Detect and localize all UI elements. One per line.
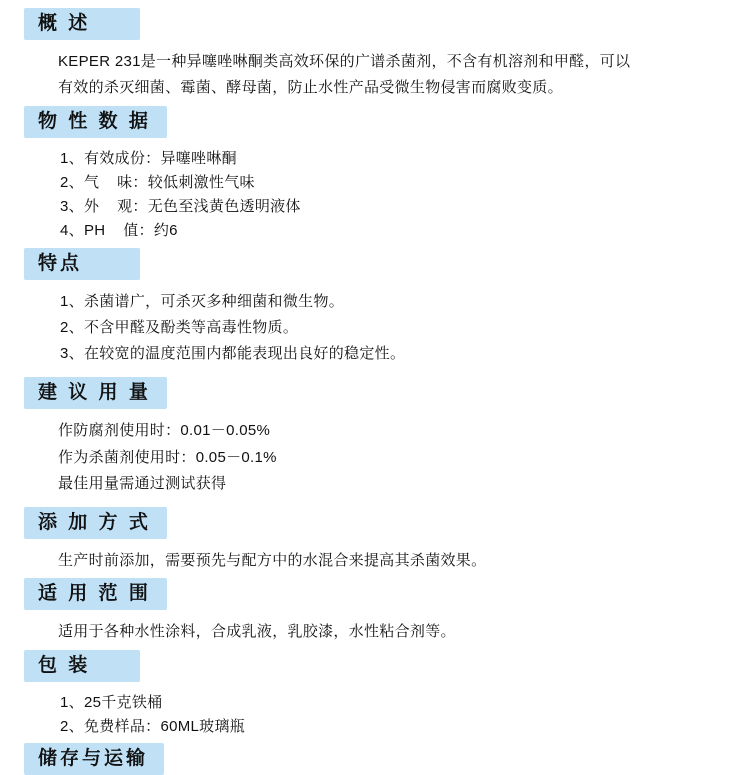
physical-properties-list [46,147,714,244]
section-header-recommended-dosage: 建 议 用 量 [24,377,167,409]
section-physical-properties [0,106,744,244]
application-scope-line-1: 适用于各种水性涂料，合成乳液，乳胶漆，水性粘合剂等。 [58,623,456,641]
list-item: 3、外 观：无色至浅黄色透明液体 [60,198,301,216]
section-header-features: 特点 [24,248,140,280]
list-item: 1、有效成份：异噻唑啉酮 [60,149,237,167]
section-recommended-dosage [0,377,744,497]
list-item: 2、不含甲醛及酚类等高毒性物质。 [60,318,299,336]
dosage-line-2: 作为杀菌剂使用时：0.05－0.1% [58,448,277,466]
section-header-partial-next: 储存与运输 [24,743,164,775]
section-body-application-scope [0,619,744,645]
section-features [0,248,744,368]
list-item: 3、在较宽的温度范围内都能表现出良好的稳定性。 [60,345,406,363]
section-packaging [0,650,744,740]
section-header-physical-properties: 物 性 数 据 [24,106,167,138]
list-item: 2、免费样品：60ML玻璃瓶 [60,717,246,735]
section-body-overview [0,49,744,102]
list-item: 4、PH 值：约6 [60,222,178,240]
overview-line-2: 有效的杀灭细菌、霉菌、酵母菌，防止水性产品受微生物侵害而腐败变质。 [58,79,563,97]
section-header-application-scope: 适 用 范 围 [24,578,167,610]
section-partial-next [0,743,744,770]
list-item: 1、杀菌谱广，可杀灭多种细菌和微生物。 [60,292,345,310]
section-body-addition-method [0,548,744,574]
dosage-line-1: 作防腐剂使用时：0.01－0.05% [58,422,271,440]
section-body-recommended-dosage [0,418,744,497]
packaging-list [46,691,714,740]
list-item: 2、气 味：较低刺激性气味 [60,173,255,191]
section-application-scope [0,578,744,645]
section-header-overview: 概 述 [24,8,140,40]
overview-line-1: KEPER 231是一种异噻唑啉酮类高效环保的广谱杀菌剂，不含有机溶剂和甲醛，可以 [58,53,631,70]
section-overview [0,8,744,102]
section-header-packaging: 包 装 [24,650,140,682]
section-body-features [0,289,744,368]
list-item: 1、25千克铁桶 [60,693,163,711]
dosage-line-3: 最佳用量需通过测试获得 [58,474,227,492]
section-body-physical-properties [0,147,744,244]
section-addition-method [0,507,744,574]
addition-method-line-1: 生产时前添加，需要预先与配方中的水混合来提高其杀菌效果。 [58,552,487,570]
section-header-addition-method: 添 加 方 式 [24,507,167,539]
section-body-packaging [0,691,744,740]
features-list [46,289,714,368]
